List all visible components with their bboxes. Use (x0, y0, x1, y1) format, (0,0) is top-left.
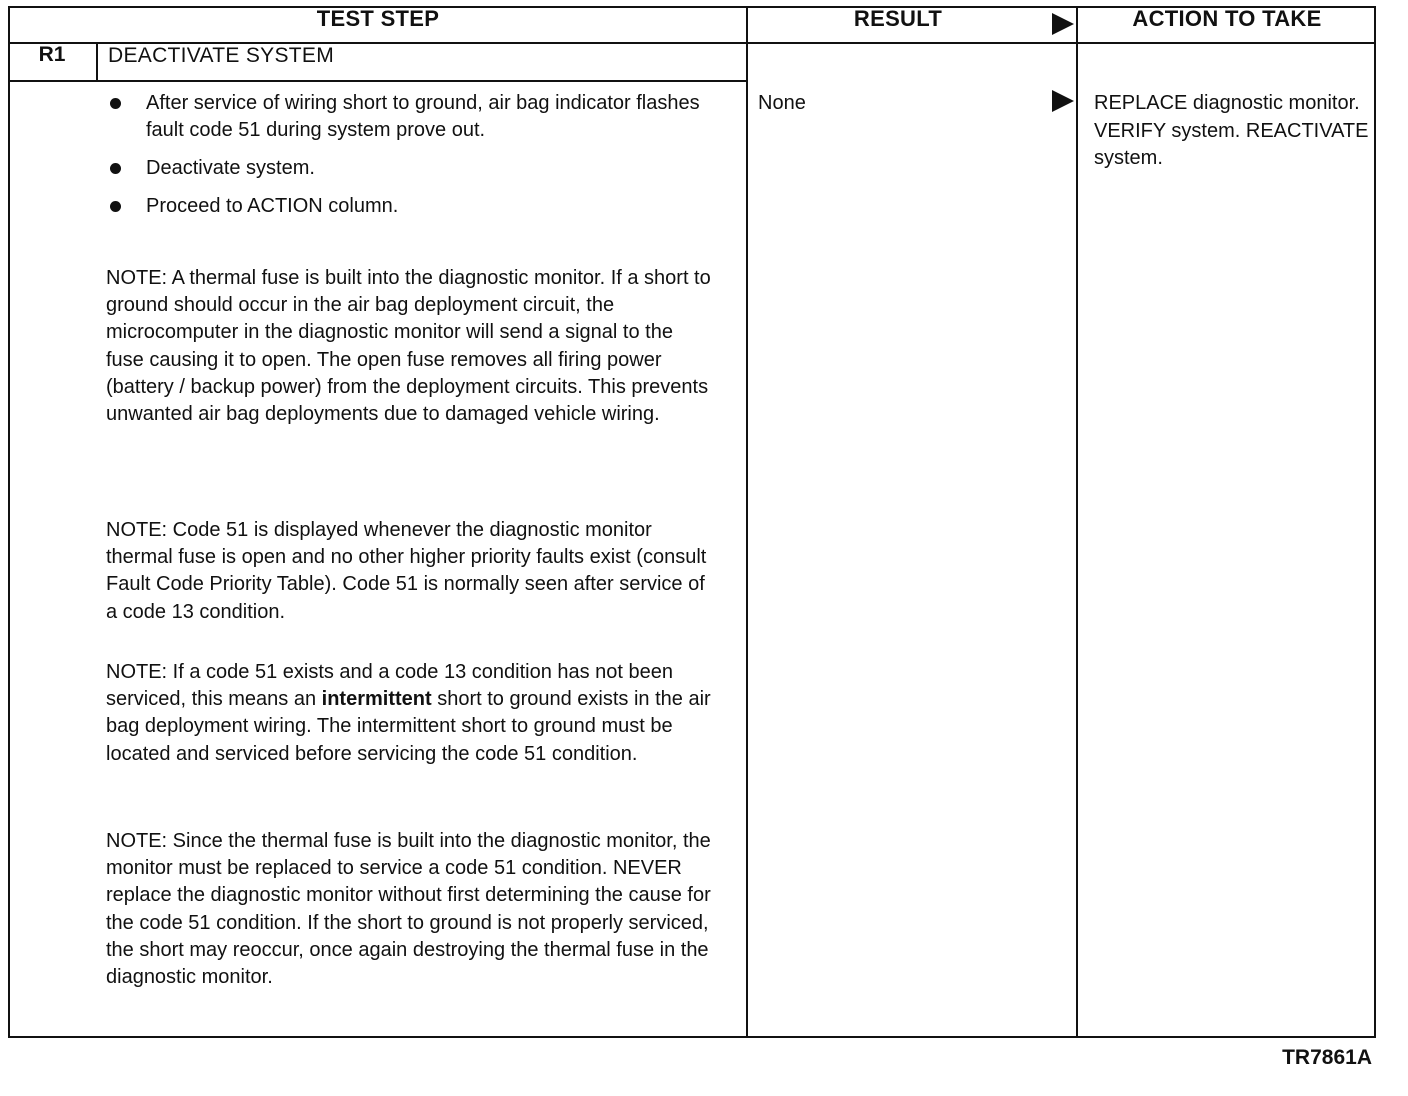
bullet-text: Proceed to ACTION column. (146, 195, 399, 217)
step-title: DEACTIVATE SYSTEM (108, 44, 335, 67)
result-arrow-icon (1052, 90, 1074, 112)
note-intermittent-short: NOTE: If a code 51 exists and a code 13 condition has not been serviced, this means an intermittent short to ground exists in the air bag deployment wiring. The intermittent short to ground must be located and serviced before servicing the code 51 condition. (106, 661, 711, 765)
bullet-item (106, 193, 706, 220)
note-code-51-display: NOTE: Code 51 is displayed whenever the diagnostic monitor thermal fuse is open and no other higher priority faults exist (consult Fault Code Priority Table). Code 51 is normally seen after service of a code 13 condition. (106, 519, 707, 623)
emphasis-intermittent: intermittent (321, 688, 432, 711)
step-number-divider (8, 80, 98, 82)
action-column-divider (1076, 6, 1078, 1038)
bullet-icon (110, 201, 121, 212)
step-number-column-divider (96, 42, 98, 82)
header-test-step: TEST STEP (316, 6, 440, 31)
result-text: None (758, 92, 806, 114)
bullet-item (106, 155, 706, 182)
action-text: REPLACE diagnostic monitor. VERIFY system. REACTIVATE system. (1094, 92, 1369, 169)
note-replace-monitor: NOTE: Since the thermal fuse is built into the diagnostic monitor, the monitor must be replaced to service a code 51 condition. NEVER replace the diagnostic monitor without first determining the cause for the code 51 condition. If the short to ground is not properly serviced, the short may reoccur, once again destroying the thermal fuse in the diagnostic monitor. (106, 830, 711, 989)
bullet-icon (110, 98, 121, 109)
bullet-item (106, 90, 706, 144)
note-thermal-fuse: NOTE: A thermal fuse is built into the diagnostic monitor. If a short to ground should occur in the air bag deployment circuit, the microcomputer in the diagnostic monitor will send a signal to the fuse causing it to open. The open fuse removes all firing power (battery / backup power) from the deployment circuits. This prevents unwanted air bag deployments due to damaged vehicle wiring. (106, 267, 711, 426)
bullet-icon (110, 163, 121, 174)
bullet-text: After service of wiring short to ground, air bag indicator flashes fault code 51 during system prove out. (146, 92, 700, 141)
result-column-divider (746, 6, 748, 1038)
header-action: ACTION TO TAKE (1132, 6, 1322, 31)
step-bullet-list (106, 90, 706, 231)
step-title-divider (96, 80, 748, 82)
header-result: RESULT (853, 6, 943, 31)
step-number: R1 (38, 43, 66, 66)
bullet-text: Deactivate system. (146, 157, 315, 179)
figure-id: TR7861A (1282, 1046, 1372, 1069)
header-arrow-icon (1052, 13, 1074, 35)
